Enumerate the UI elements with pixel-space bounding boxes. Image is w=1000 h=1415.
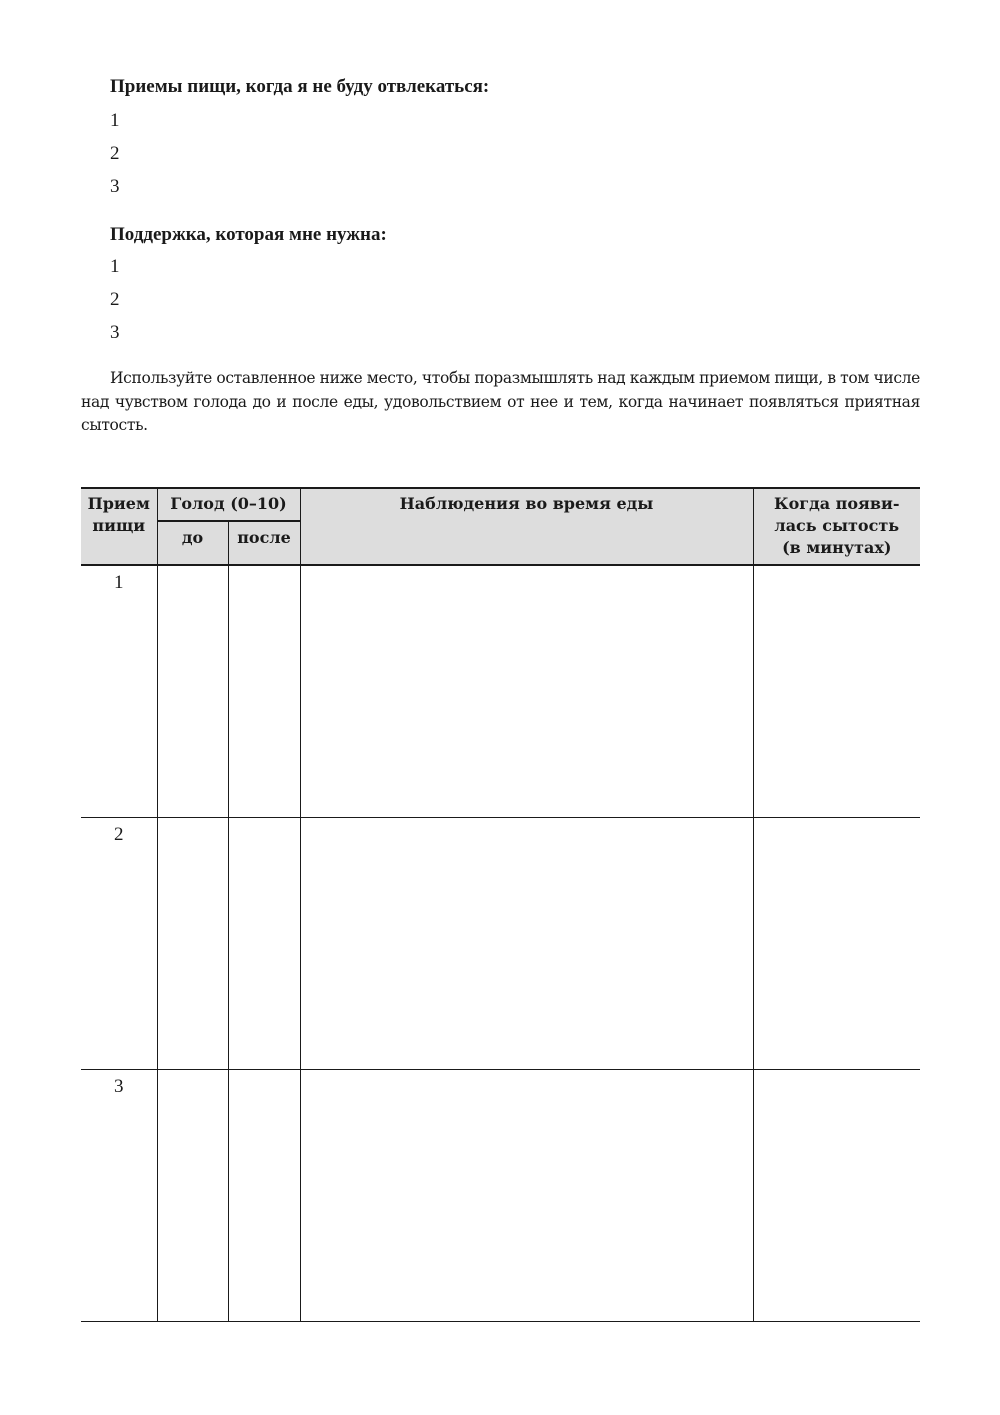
header-fullness-line2: лась сытость [774, 516, 900, 535]
observations-cell[interactable] [300, 565, 753, 817]
hunger-before-cell[interactable] [157, 1069, 228, 1321]
header-observations: Наблюдения во время еды [300, 488, 753, 565]
meal-number-cell: 3 [81, 1069, 157, 1321]
table-row [81, 1069, 920, 1321]
section-heading-undistracted-meals: Приемы пищи, когда я не буду отвлекаться: [110, 76, 490, 97]
list-item: 3 [110, 176, 120, 197]
header-fullness [753, 488, 920, 565]
header-meal: Прием пищи [81, 488, 157, 565]
header-hunger: Голод (0–10) [157, 488, 300, 521]
table-row [81, 817, 920, 1069]
list-item: 3 [110, 322, 120, 343]
hunger-after-cell[interactable] [228, 1069, 300, 1321]
list-item: 2 [110, 289, 120, 310]
header-hunger-after: после [228, 521, 300, 565]
hunger-after-cell[interactable] [228, 817, 300, 1069]
section-heading-needed-support: Поддержка, которая мне нужна: [110, 224, 387, 245]
header-hunger-before: до [157, 521, 228, 565]
observations-cell[interactable] [300, 817, 753, 1069]
hunger-before-cell[interactable] [157, 565, 228, 817]
instructions-paragraph: Используйте оставленное ниже место, чтобы поразмышлять над каждым приемом пищи, в том числе над чувством голода до и после еды, удовольствием от нее и тем, когда начинает появляться приятная сытость. [81, 369, 920, 434]
meal-number-cell: 2 [81, 817, 157, 1069]
hunger-before-cell[interactable] [157, 817, 228, 1069]
meal-number-cell: 1 [81, 565, 157, 817]
hunger-after-cell[interactable] [228, 565, 300, 817]
meal-log-table [81, 487, 920, 1322]
fullness-time-cell[interactable] [753, 565, 920, 817]
header-fullness-line1: Когда появи- [774, 494, 900, 513]
fullness-time-cell[interactable] [753, 817, 920, 1069]
header-fullness-line3: (в минутах) [782, 538, 892, 557]
list-item: 2 [110, 143, 120, 164]
list-item: 1 [110, 256, 120, 277]
observations-cell[interactable] [300, 1069, 753, 1321]
fullness-time-cell[interactable] [753, 1069, 920, 1321]
list-item: 1 [110, 110, 120, 131]
table-row [81, 565, 920, 817]
